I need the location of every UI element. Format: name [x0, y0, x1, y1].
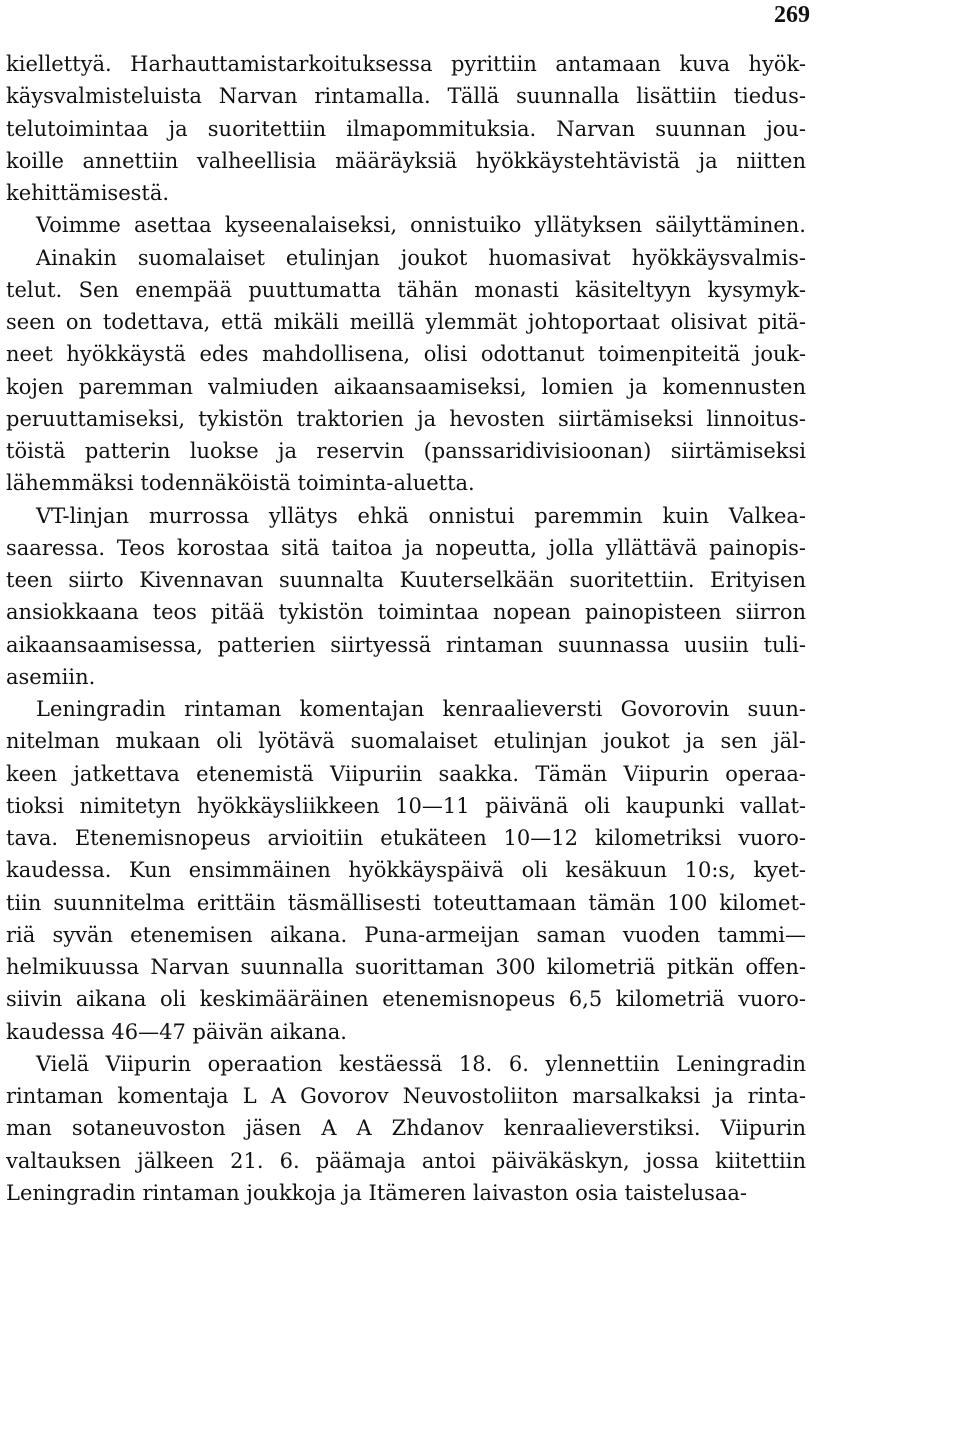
text-line: nitelman mukaan oli lyötävä suomalaiset etulinjan joukot ja sen jäl- — [6, 729, 806, 754]
text-line: peruuttamiseksi, tykistön traktorien ja hevosten siirtämiseksi linnoitus- — [6, 406, 806, 431]
text-line: keen jatkettava etenemistä Viipuriin saakka. Tämän Viipurin operaa- — [6, 761, 806, 786]
text-line: saaressa. Teos korostaa sitä taitoa ja nopeutta, jolla yllättävä painopis- — [6, 535, 806, 560]
text-line: riä syvän etenemisen aikana. Puna-armeijan saman vuoden tammi— — [6, 922, 806, 947]
text-line: tiin suunnitelma erittäin täsmällisesti toteuttamaan tämän 100 kilomet- — [6, 890, 806, 915]
text-line: kiellettyä. Harhauttamistarkoituksessa pyrittiin antamaan kuva hyök- — [6, 52, 806, 76]
text-line: valtauksen jälkeen 21. 6. päämaja antoi päiväkäskyn, jossa kiitettiin — [6, 1148, 806, 1173]
text-line: Voimme asettaa kyseenalaiseksi, onnistuiko yllätyksen säilyttäminen. — [36, 213, 806, 238]
text-line: VT-linjan murrossa yllätys ehkä onnistui paremmin kuin Valkea- — [36, 503, 806, 528]
text-line: kaudessa 46—47 päivän aikana. — [6, 1019, 347, 1044]
text-line: seen on todettava, että mikäli meillä ylemmät johtoportaat olisivat pitä- — [6, 310, 806, 334]
text-line: telut. Sen enempää puuttumatta tähän monasti käsiteltyyn kysymyk- — [6, 277, 806, 302]
text-line: telutoimintaa ja suoritettiin ilmapommituksia. Narvan suunnan jou- — [6, 116, 806, 141]
text-line: Leningradin rintaman joukkoja ja Itämeren laivaston osia taistelusaa- — [6, 1180, 748, 1205]
text-line: käysvalmisteluista Narvan rintamalla. Tällä suunnalla lisättiin tiedus- — [6, 84, 806, 109]
text-line: siivin aikana oli keskimääräinen etenemisnopeus 6,5 kilometriä vuoro- — [6, 987, 806, 1012]
text-line: ansiokkaana teos pitää tykistön toimintaa nopean painopisteen siirron — [6, 600, 806, 625]
text-line: lähemmäksi todennäköistä toiminta-aluetta. — [6, 471, 475, 496]
body-text — [6, 48, 806, 1209]
text-line: helmikuussa Narvan suunnalla suorittaman 300 kilometriä pitkän offen- — [6, 955, 806, 979]
text-line: Leningradin rintaman komentajan kenraalieversti Govorovin suun- — [36, 697, 806, 721]
text-line: tava. Etenemisnopeus arvioitiin etukäteen 10—12 kilometriksi vuoro- — [6, 826, 806, 850]
text-line: töistä patterin luokse ja reservin (panssaridivisioonan) siirtämiseksi — [6, 439, 806, 463]
text-line: Ainakin suomalaiset etulinjan joukot huomasivat hyökkäysvalmis- — [36, 245, 806, 270]
text-line: aikaansaamisessa, patterien siirtyessä rintaman suunnassa uusiin tuli- — [6, 632, 806, 657]
text-line: kaudessa. Kun ensimmäinen hyökkäyspäivä oli kesäkuun 10:s, kyet- — [6, 858, 806, 883]
text-line: man sotaneuvoston jäsen A A Zhdanov kenraalieverstiksi. Viipurin — [6, 1116, 806, 1141]
text-line: asemiin. — [6, 664, 96, 689]
text-line: tioksi nimitetyn hyökkäysliikkeen 10—11 päivänä oli kaupunki vallat- — [6, 793, 806, 818]
text-line: Vielä Viipurin operaation kestäessä 18. 6. ylennettiin Leningradin — [36, 1051, 806, 1076]
text-line: kehittämisestä. — [6, 181, 170, 205]
text-line: rintaman komentaja L A Govorov Neuvostoliiton marsalkaksi ja rinta- — [6, 1084, 806, 1108]
text-line: koille annettiin valheellisia määräyksiä hyökkäystehtävistä ja niitten — [6, 148, 806, 173]
text-line: teen siirto Kivennavan suunnalta Kuuterselkään suoritettiin. Erityisen — [6, 568, 806, 592]
text-line: neet hyökkäystä edes mahdollisena, olisi odottanut toimenpiteitä jouk- — [6, 342, 806, 367]
page-number: 269 — [774, 2, 810, 28]
text-line: kojen paremman valmiuden aikaansaamiseksi, lomien ja komennusten — [6, 374, 806, 399]
